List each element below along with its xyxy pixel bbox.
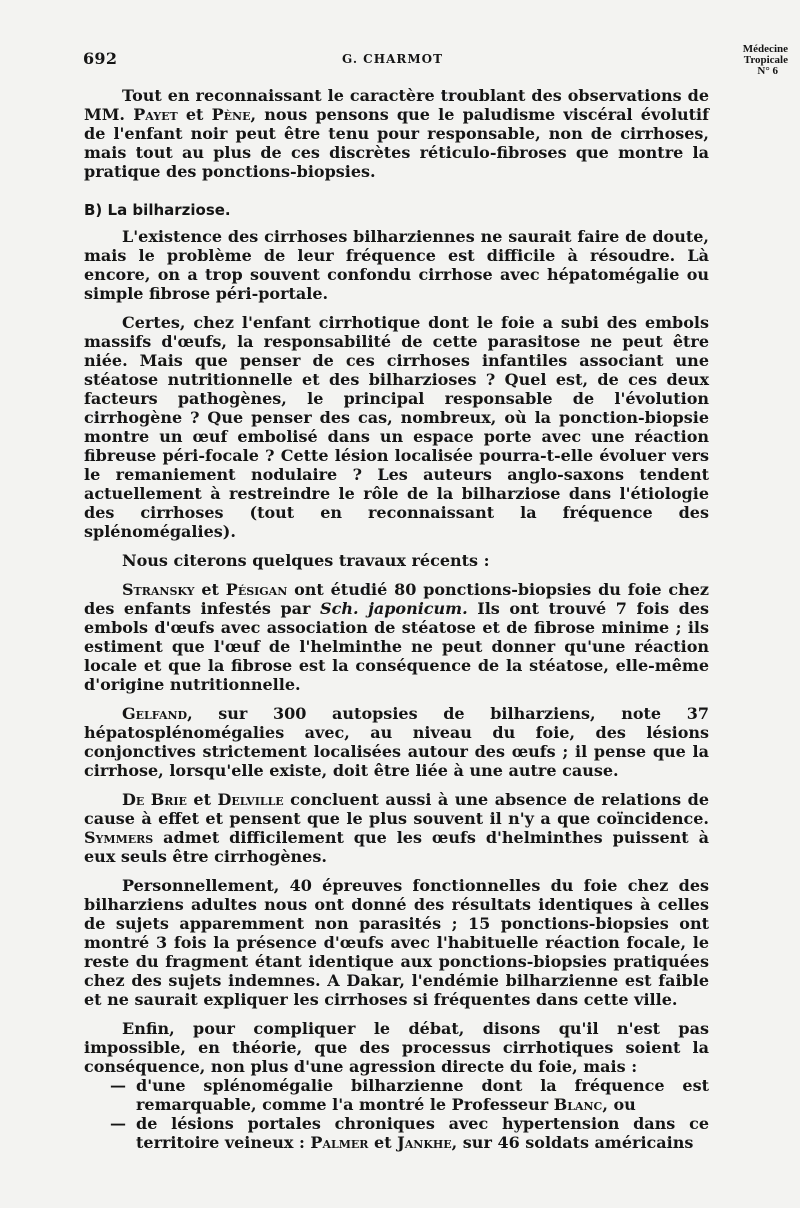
text-run: concluent aussi à une absence de relations de cause à effet et pensent que le plus souvent il n'y a que coïncidence. (84, 790, 709, 828)
author-name: Payet (133, 105, 178, 124)
text-run: , sur 46 soldats américains (451, 1133, 694, 1152)
paragraph-stransky (84, 580, 709, 694)
author-name: Stransky (122, 580, 195, 599)
text-run: , ou (602, 1095, 636, 1114)
author-name: Palmer (310, 1133, 369, 1152)
dash-marker: — (110, 1114, 126, 1133)
journal-name-line1: Médecine (742, 43, 788, 55)
body-text (84, 86, 709, 1152)
text-run: , nous pensons que le paludisme viscéral évolutif de l'enfant noir peut être tenu pour responsable, non de cirrhoses, mais tout au plus de ces discrètes réticulo-fibroses que montre la pratique des ponctions-biopsies. (84, 105, 710, 181)
list-item (110, 1076, 709, 1114)
author-name: Delville (217, 790, 284, 809)
text-run: Ils ont trouvé 7 fois des embols d'œufs avec association de stéatose et de fibrose minime ; ils estiment que l'œuf de l'helminthe ne peut donner qu'une réaction locale et que la fibrose est la conséquence de la stéatose, elle-même d'origine nutritionnelle. (84, 599, 710, 694)
journal-tag (714, 44, 788, 77)
page-number: 692 (83, 49, 118, 68)
author-name: Blanc (553, 1095, 603, 1114)
list-item (110, 1114, 709, 1152)
text-run: et (177, 105, 212, 124)
author-name: Jankhe (397, 1133, 452, 1152)
paragraph-finally: Enfin, pour compliquer le débat, disons qu'il n'est pas impossible, en théorie, que des processus cirrhotiques soient la conséquence, non plus d'une agression directe du foie, mais : (84, 1019, 709, 1076)
text-run: et (194, 580, 226, 599)
paragraph-questions: Certes, chez l'enfant cirrhotique dont le foie a subi des embols massifs d'œufs, la responsabilité de cette parasitose ne peut être niée. Mais que penser de ces cirrhoses infantiles associant une stéatose nutritionnelle et des bilharzioses ? Quel est, de ces deux facteurs pathogènes, le principal responsable de l'évolution cirrhogène ? Que penser des cas, nombreux, où la ponction-biopsie montre un œuf embolisé dans un espace porte avec une réaction fibreuse péri-focale ? Cette lésion localisée pourra-t-elle évoluer vers le remaniement nodulaire ? Les auteurs anglo-saxons tendent actuellement à restreindre le rôle de la bilharziose dans l'étiologie des cirrhoses (tout en reconnaissant la fréquence des splénomégalies). (84, 313, 709, 541)
paragraph-bilharzial-cirrhosis: L'existence des cirrhoses bilharziennes ne saurait faire de doute, mais le problème de leur fréquence est difficile à résoudre. Là encore, on a trop souvent confondu cirrhose avec hépatomégalie ou simple fibrose péri-portale. (84, 227, 709, 303)
text-run: ont étudié 80 ponctions-biopsies du foie chez des enfants infestés par (84, 580, 709, 618)
section-heading (84, 201, 709, 219)
text-run: et (186, 790, 218, 809)
text-run: de lésions portales chroniques avec hypertension dans ce territoire veineux : (136, 1114, 709, 1152)
author-name: Pène (211, 105, 251, 124)
page-header (0, 43, 800, 77)
text-run: Tout en reconnaissant le caractère troublant des observations de MM. (84, 86, 709, 124)
paragraph-malaria-conclusion (84, 86, 709, 181)
journal-issue: N° 6 (757, 65, 778, 77)
author-name: Gelfand (122, 704, 188, 723)
section-title: La bilharziose. (107, 201, 231, 219)
paragraph-personal-results: Personnellement, 40 épreuves fonctionnelles du foie chez des bilharziens adultes nous ont donné des résultats identiques à celles de sujets apparemment non parasités ; 15 ponctions-biopsies ont montré 3 fois la présence d'œufs avec l'habituelle réaction focale, le reste du fragment étant identique aux ponctions-biopsies pratiquées chez des sujets indemnes. A Dakar, l'endémie bilharzienne est faible et ne saurait expliquer les cirrhoses si fréquentes dans cette ville. (84, 876, 709, 1009)
list-item-text (136, 1114, 709, 1152)
author-name: Symmers (84, 828, 154, 847)
paragraph-de-brie (84, 790, 709, 866)
list-item-text (136, 1076, 709, 1114)
dash-marker: — (110, 1076, 126, 1095)
author-name: Pésigan (225, 580, 288, 599)
paragraph-gelfand (84, 704, 709, 780)
species-name: Sch. japonicum. (320, 599, 468, 618)
section-label: B) (84, 201, 103, 219)
journal-name-line2: Tropicale (743, 54, 788, 66)
text-run: d'une splénomégalie bilharzienne dont la fréquence est remarquable, comme l'a montré le Professeur (136, 1076, 709, 1114)
running-title: G. CHARMOT (342, 52, 444, 66)
text-run: et (368, 1133, 398, 1152)
text-run: , sur 300 autopsies de bilharziens, note 37 hépatosplénomégalies avec, au niveau du foie, des lésions conjonctives strictement localisées autour des œufs ; il pense que la cirrhose, lorsqu'elle existe, doit être liée à une autre cause. (84, 704, 709, 780)
paragraph-recent-works-intro: Nous citerons quelques travaux récents : (122, 551, 490, 570)
text-run: admet difficilement que les œufs d'helminthes puissent à eux seuls être cirrhogènes. (84, 828, 709, 866)
author-name: De Brie (122, 790, 187, 809)
